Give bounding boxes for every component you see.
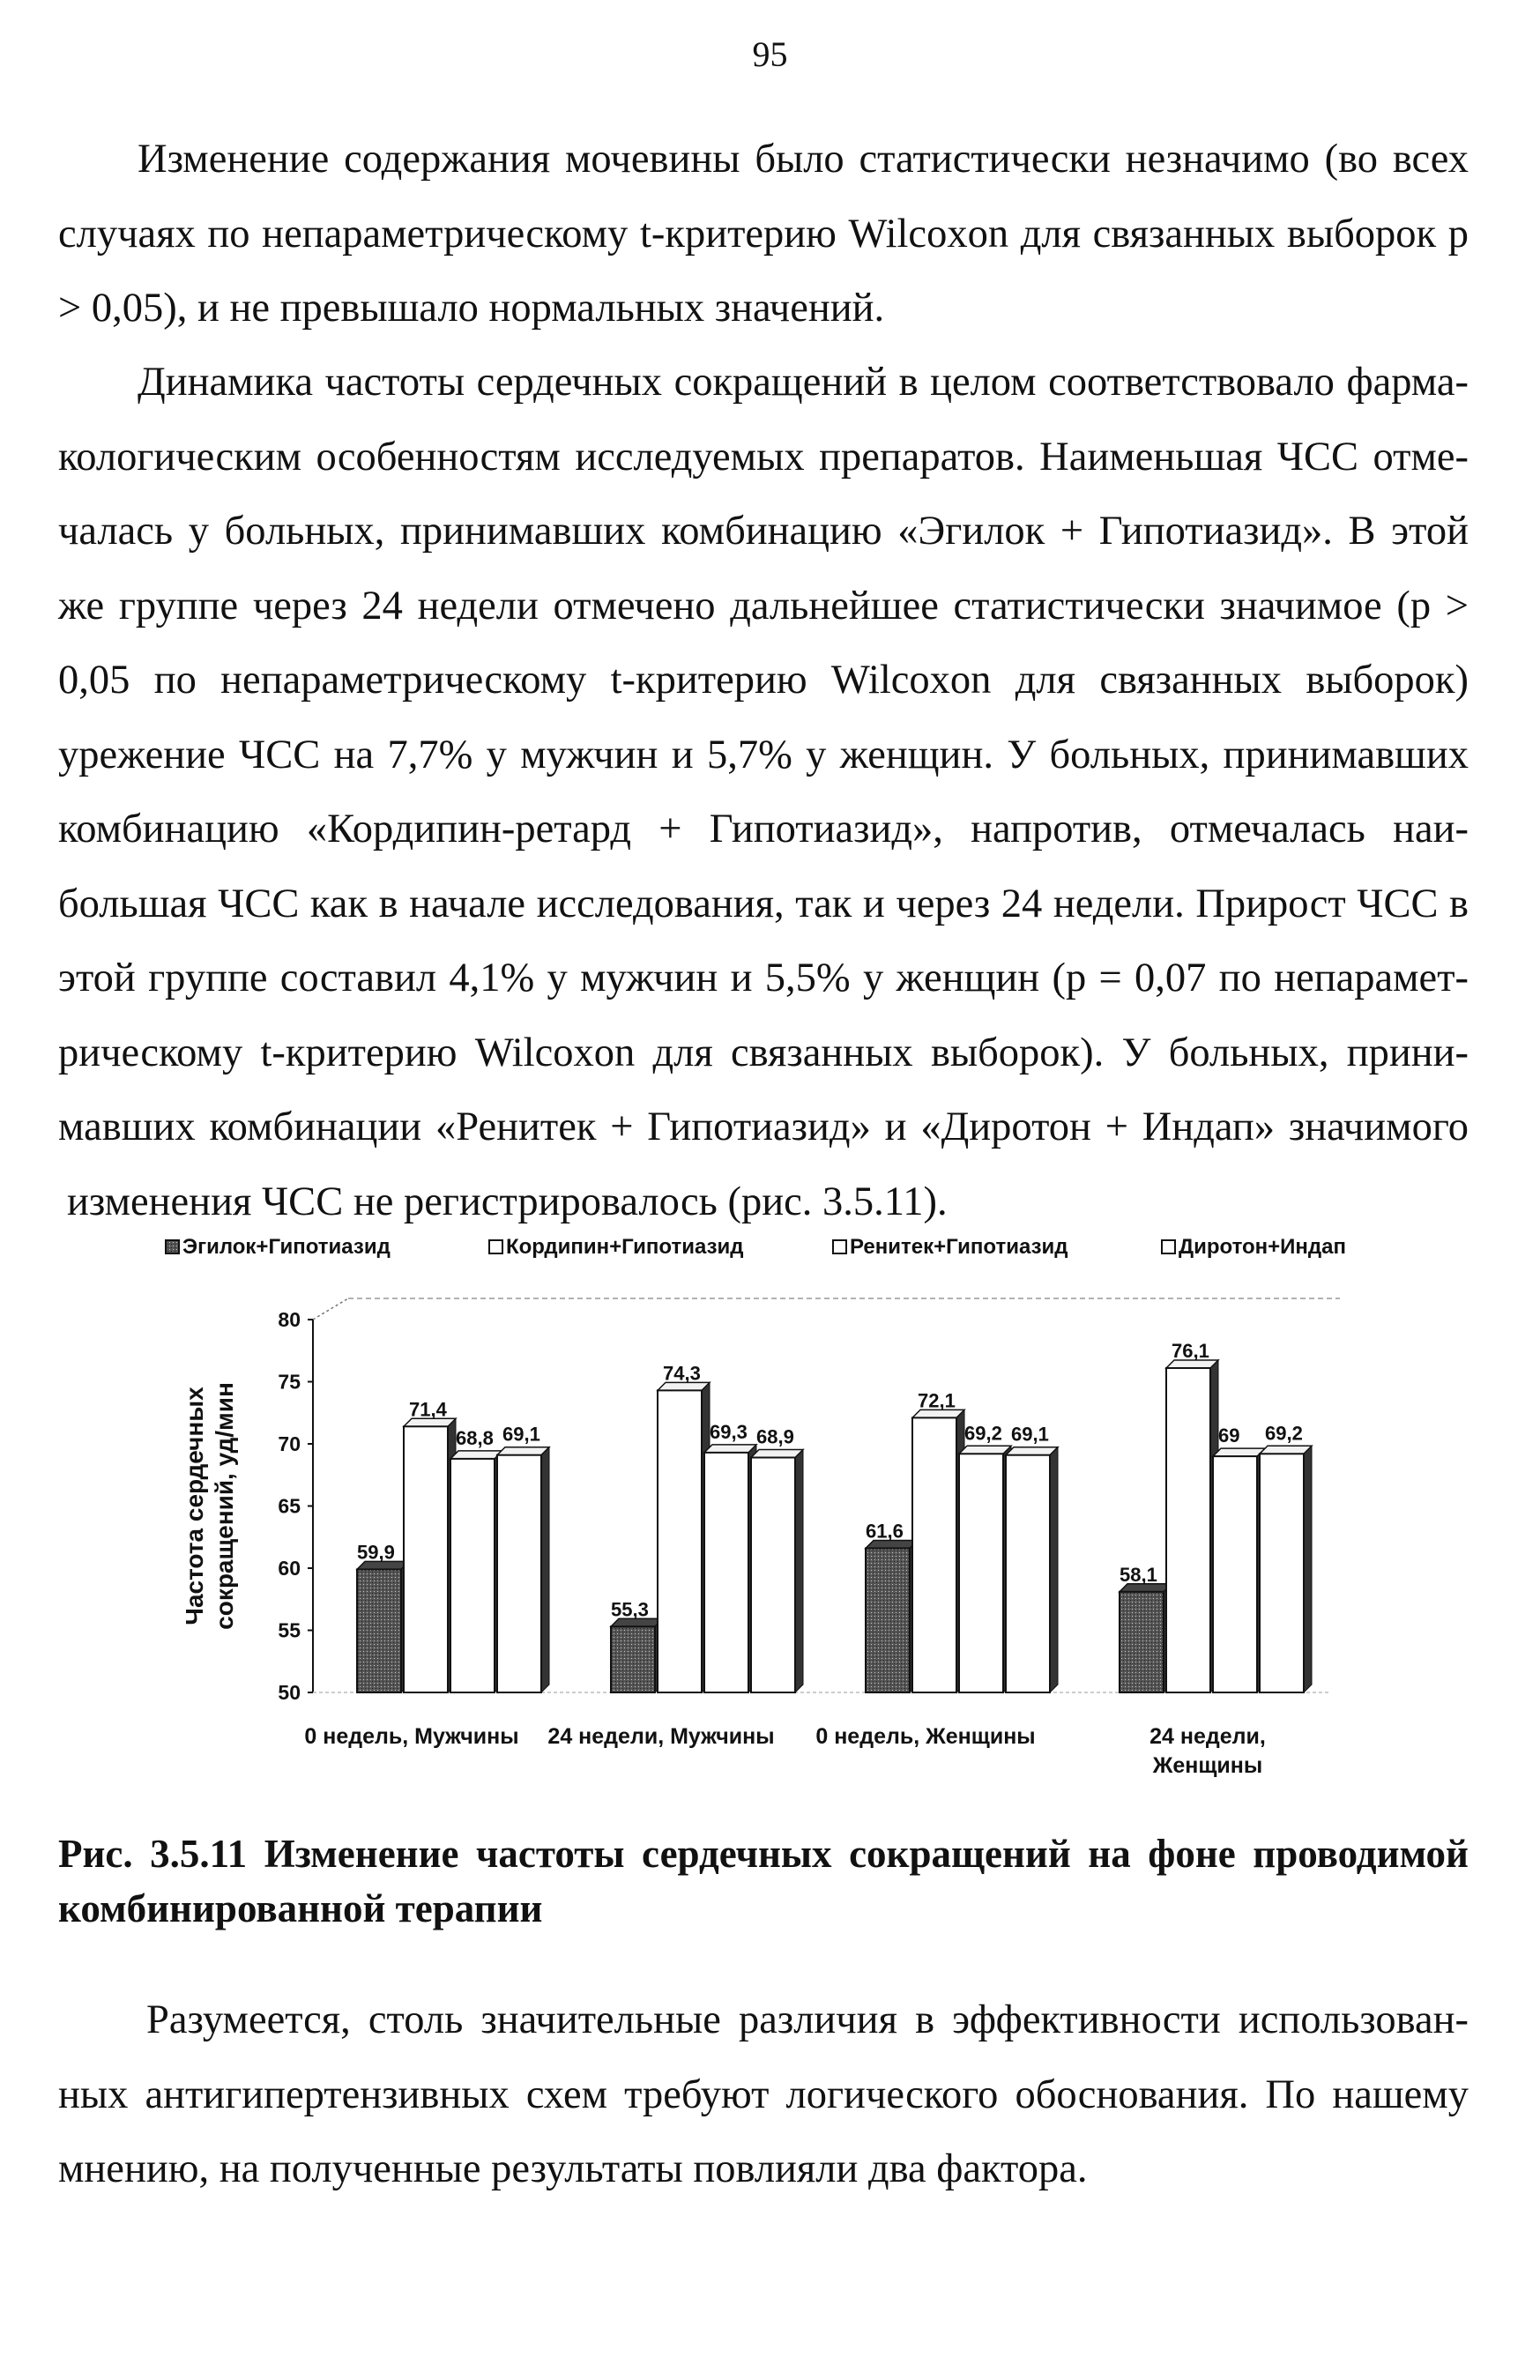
text-line: случаях по непараметрическому t-критерию Wilcoxon для связанных выборок р xyxy=(58,211,1469,257)
bar-top xyxy=(450,1451,502,1459)
legend-item xyxy=(489,1235,744,1259)
category-label-line: 24 недели, xyxy=(1149,1724,1266,1749)
bar-top xyxy=(751,1450,803,1458)
text-line: 0,05 по непараметрическому t-критерию Wilcoxon для связанных выборок) xyxy=(58,658,1469,703)
text-line: чалась у больных, принимавших комбинацию «Эгилок + Гипотиазид». В этой xyxy=(58,509,1469,554)
caption-line: Рис. 3.5.11 Изменение частоты сердечных сокращений на фоне проводимой xyxy=(58,1832,1469,1876)
bar-group xyxy=(1120,1340,1312,1692)
legend-swatch-dark xyxy=(166,1240,179,1253)
data-label: 61,6 xyxy=(866,1520,904,1543)
page-number: 95 xyxy=(752,34,788,74)
text-line: > 0,05), и не превышало нормальных значений. xyxy=(58,286,885,331)
legend-swatch-white xyxy=(489,1240,502,1253)
data-label: 69,2 xyxy=(964,1422,1002,1445)
bar xyxy=(1213,1456,1257,1692)
text-line: большая ЧСС как в начале исследования, так и через 24 недели. Прирост ЧСС в xyxy=(58,881,1469,926)
y-tick-label: 60 xyxy=(278,1557,301,1580)
bar-top xyxy=(1260,1446,1312,1454)
data-label: 69,1 xyxy=(502,1423,540,1446)
data-label: 69,1 xyxy=(1011,1423,1049,1446)
bar xyxy=(751,1458,795,1692)
bar-top xyxy=(1006,1447,1058,1455)
paragraph-heart-rate xyxy=(58,346,1469,1239)
text-line: Разумеется, столь значительные различия в эффективности использован- xyxy=(146,1997,1469,2042)
bar xyxy=(497,1455,541,1692)
data-label: 74,3 xyxy=(663,1362,701,1385)
bar-side xyxy=(1050,1447,1058,1692)
data-label: 72,1 xyxy=(918,1389,956,1412)
bar-side xyxy=(795,1450,803,1692)
bar xyxy=(1006,1455,1050,1692)
bar xyxy=(1260,1454,1304,1692)
paragraph-conclusion xyxy=(58,1983,1469,2207)
y-tick-label: 70 xyxy=(278,1432,301,1455)
data-label: 68,9 xyxy=(756,1425,794,1448)
figure-caption xyxy=(58,1826,1469,1936)
bar xyxy=(959,1454,1003,1692)
category-label: 0 недель, Мужчины xyxy=(304,1724,519,1749)
legend-label: Диротон+Индап xyxy=(1179,1235,1347,1259)
category-label: 0 недель, Женщины xyxy=(815,1724,1036,1749)
text-line: этой группе составил 4,1% у мужчин и 5,5% у женщин (р = 0,07 по непарамет- xyxy=(58,956,1469,1000)
bar-top xyxy=(959,1446,1011,1454)
text-line: урежение ЧСС на 7,7% у мужчин и 5,7% у женщин. У больных, принимавших xyxy=(58,732,1469,777)
data-label: 71,4 xyxy=(409,1398,447,1421)
bar-group xyxy=(611,1362,803,1692)
legend-label: Ренитек+Гипотиазид xyxy=(850,1235,1068,1259)
y-tick-label: 55 xyxy=(278,1618,301,1642)
bar xyxy=(658,1390,702,1692)
bar-side xyxy=(541,1447,549,1692)
bar xyxy=(704,1453,748,1692)
paragraph-urea xyxy=(58,123,1469,346)
legend-item xyxy=(833,1235,1068,1259)
text-line: мнению, на полученные результаты повлияли два фактора. xyxy=(58,2146,1088,2191)
y-tick-label: 50 xyxy=(278,1681,301,1704)
y-tick-label: 65 xyxy=(278,1494,301,1518)
category-label: 24 недели, Мужчины xyxy=(547,1724,775,1749)
legend-label: Кордипин+Гипотиазид xyxy=(506,1235,744,1259)
data-label: 58,1 xyxy=(1120,1563,1157,1586)
bar-group xyxy=(866,1389,1058,1692)
text-line: ных антигипертензивных схем требуют логического обоснования. По нашему xyxy=(58,2071,1469,2117)
bar xyxy=(866,1548,910,1692)
legend-swatch-white xyxy=(1162,1240,1175,1253)
bar xyxy=(912,1417,956,1692)
text-line: Динамика частоты сердечных сокращений в целом соответствовало фарма- xyxy=(138,360,1469,405)
y-tick-label: 75 xyxy=(278,1370,301,1394)
legend-item xyxy=(166,1235,391,1259)
data-label: 69,3 xyxy=(710,1420,748,1443)
data-label: 69,2 xyxy=(1265,1422,1303,1445)
bar-side xyxy=(1304,1446,1312,1692)
y-tick-label: 80 xyxy=(278,1308,301,1331)
bar xyxy=(1120,1592,1164,1692)
text-line: мавших комбинации «Ренитек + Гипотиазид» и «Диротон + Индап» значимого xyxy=(58,1104,1469,1149)
text-line: комбинацию «Кордипин-ретард + Гипотиазид», напротив, отмечалась наи- xyxy=(58,807,1469,852)
legend-item xyxy=(1162,1235,1346,1259)
axis-perspective-line xyxy=(313,1298,348,1320)
y-axis-title xyxy=(181,1382,238,1630)
legend-label: Эгилок+Гипотиазид xyxy=(182,1235,391,1259)
data-label: 68,8 xyxy=(456,1426,494,1449)
data-label: 55,3 xyxy=(611,1598,649,1621)
bar-top xyxy=(1213,1448,1265,1456)
legend-swatch-white xyxy=(833,1240,846,1253)
bar-top xyxy=(704,1445,756,1453)
text-line: же группе через 24 недели отмечено дальнейшее статистически значимое (р > xyxy=(58,583,1469,628)
heart-rate-chart xyxy=(0,1221,1540,1803)
text-line: кологическим особенностям исследуемых препаратов. Наименьшая ЧСС отме- xyxy=(58,434,1469,480)
bar xyxy=(1166,1368,1210,1692)
data-label: 59,9 xyxy=(357,1541,395,1564)
text-line: изменения ЧСС не регистрировалось (рис. 3.5.11). xyxy=(67,1179,948,1224)
bar xyxy=(357,1569,401,1692)
bar-top xyxy=(497,1447,549,1455)
bar xyxy=(611,1626,655,1692)
category-label-line: Женщины xyxy=(1152,1753,1263,1778)
text-line: Изменение содержания мочевины было статистически незначимо (во всех xyxy=(138,137,1469,182)
y-axis-title-line: Частота сердечных xyxy=(181,1387,208,1625)
data-label: 69 xyxy=(1218,1424,1240,1447)
bar-group xyxy=(357,1398,549,1692)
caption-line: комбинированной терапии xyxy=(58,1886,543,1930)
bar xyxy=(404,1426,448,1692)
category-label xyxy=(1149,1724,1266,1778)
bar xyxy=(450,1459,495,1692)
y-axis-title-line: сокращений, уд/мин xyxy=(211,1382,238,1630)
text-line: рическому t-критерию Wilcoxon для связанных выборок). У больных, прини- xyxy=(58,1030,1469,1075)
data-label: 76,1 xyxy=(1172,1339,1209,1362)
